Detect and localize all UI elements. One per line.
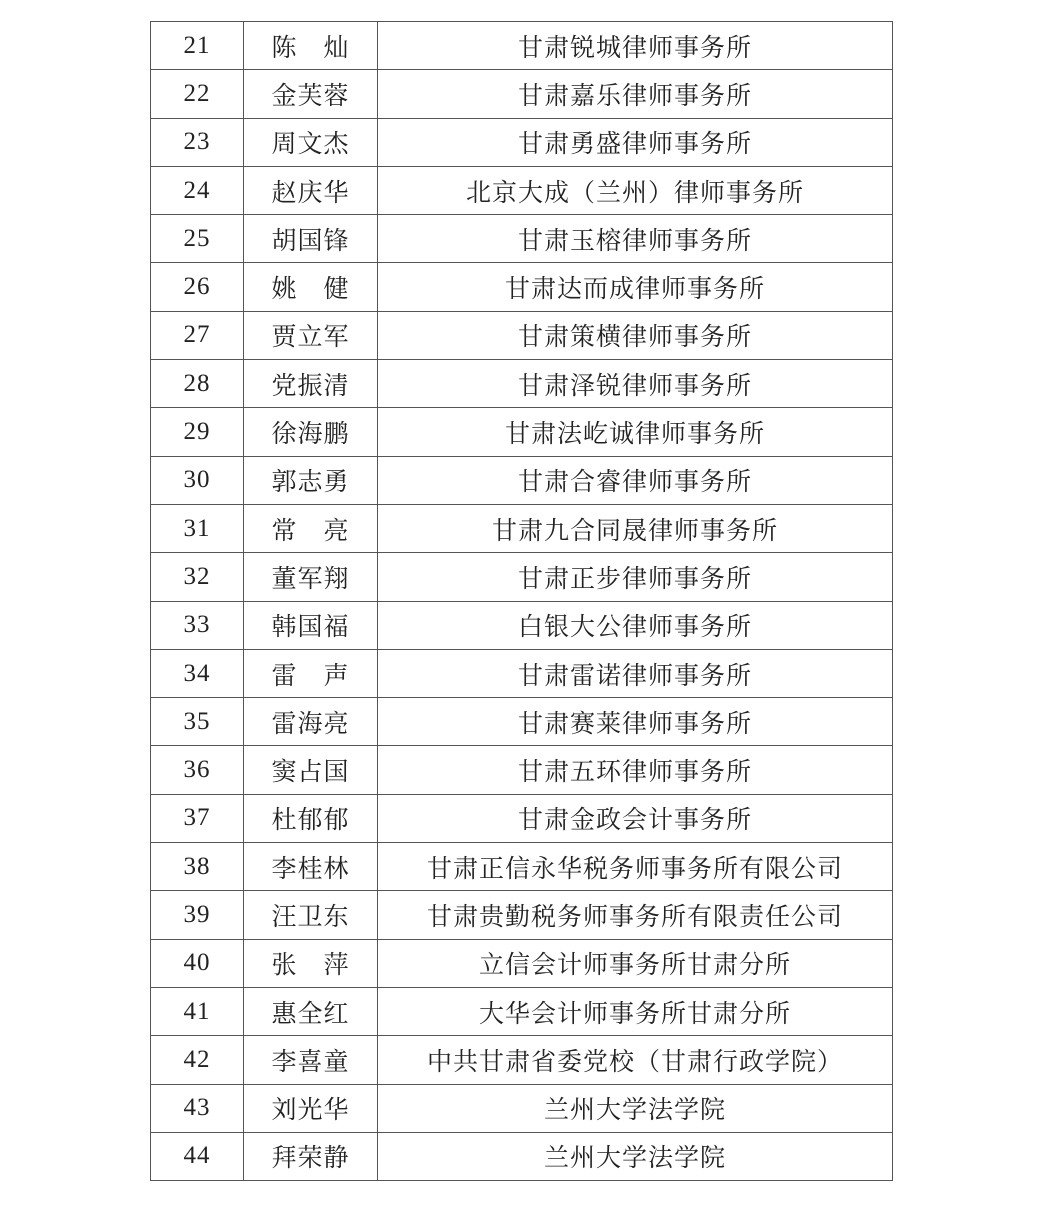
table-row <box>151 794 893 842</box>
person-name: 陈 灿 <box>244 22 378 70</box>
person-name: 张 萍 <box>244 939 378 987</box>
table-row <box>151 1036 893 1084</box>
person-name: 刘光华 <box>244 1084 378 1132</box>
organization-name: 白银大公律师事务所 <box>378 601 893 649</box>
table-row <box>151 22 893 70</box>
row-number: 33 <box>151 601 244 649</box>
person-name: 李桂林 <box>244 843 378 891</box>
organization-name: 甘肃贵勤税务师事务所有限责任公司 <box>378 891 893 939</box>
organization-name: 中共甘肃省委党校（甘肃行政学院） <box>378 1036 893 1084</box>
organization-name: 兰州大学法学院 <box>378 1132 893 1180</box>
row-number: 43 <box>151 1084 244 1132</box>
row-number: 29 <box>151 408 244 456</box>
row-number: 28 <box>151 360 244 408</box>
row-number: 26 <box>151 263 244 311</box>
roster-table-container <box>150 21 892 1181</box>
organization-name: 甘肃正信永华税务师事务所有限公司 <box>378 843 893 891</box>
person-name: 雷 声 <box>244 649 378 697</box>
organization-name: 甘肃九合同晟律师事务所 <box>378 504 893 552</box>
person-name: 雷海亮 <box>244 698 378 746</box>
row-number: 37 <box>151 794 244 842</box>
organization-name: 立信会计师事务所甘肃分所 <box>378 939 893 987</box>
row-number: 34 <box>151 649 244 697</box>
table-row <box>151 1132 893 1180</box>
roster-table-body <box>151 22 893 1181</box>
organization-name: 大华会计师事务所甘肃分所 <box>378 987 893 1035</box>
person-name: 惠全红 <box>244 987 378 1035</box>
row-number: 30 <box>151 456 244 504</box>
row-number: 42 <box>151 1036 244 1084</box>
organization-name: 甘肃勇盛律师事务所 <box>378 118 893 166</box>
person-name: 赵庆华 <box>244 166 378 214</box>
person-name: 党振清 <box>244 360 378 408</box>
row-number: 23 <box>151 118 244 166</box>
person-name: 窦占国 <box>244 746 378 794</box>
organization-name: 甘肃达而成律师事务所 <box>378 263 893 311</box>
person-name: 徐海鹏 <box>244 408 378 456</box>
table-row <box>151 504 893 552</box>
table-row <box>151 215 893 263</box>
organization-name: 甘肃法屹诚律师事务所 <box>378 408 893 456</box>
person-name: 汪卫东 <box>244 891 378 939</box>
organization-name: 甘肃策横律师事务所 <box>378 311 893 359</box>
row-number: 40 <box>151 939 244 987</box>
row-number: 38 <box>151 843 244 891</box>
table-row <box>151 987 893 1035</box>
row-number: 21 <box>151 22 244 70</box>
table-row <box>151 70 893 118</box>
table-row <box>151 601 893 649</box>
table-row <box>151 166 893 214</box>
table-row <box>151 408 893 456</box>
table-row <box>151 891 893 939</box>
table-row <box>151 456 893 504</box>
person-name: 金芙蓉 <box>244 70 378 118</box>
row-number: 27 <box>151 311 244 359</box>
organization-name: 北京大成（兰州）律师事务所 <box>378 166 893 214</box>
person-name: 姚 健 <box>244 263 378 311</box>
organization-name: 甘肃玉榕律师事务所 <box>378 215 893 263</box>
organization-name: 甘肃锐城律师事务所 <box>378 22 893 70</box>
row-number: 22 <box>151 70 244 118</box>
table-row <box>151 263 893 311</box>
person-name: 周文杰 <box>244 118 378 166</box>
organization-name: 甘肃五环律师事务所 <box>378 746 893 794</box>
row-number: 24 <box>151 166 244 214</box>
person-name: 胡国锋 <box>244 215 378 263</box>
row-number: 39 <box>151 891 244 939</box>
organization-name: 甘肃嘉乐律师事务所 <box>378 70 893 118</box>
table-row <box>151 118 893 166</box>
organization-name: 甘肃赛莱律师事务所 <box>378 698 893 746</box>
row-number: 35 <box>151 698 244 746</box>
organization-name: 甘肃金政会计事务所 <box>378 794 893 842</box>
row-number: 41 <box>151 987 244 1035</box>
table-row <box>151 649 893 697</box>
organization-name: 甘肃雷诺律师事务所 <box>378 649 893 697</box>
organization-name: 甘肃正步律师事务所 <box>378 553 893 601</box>
table-row <box>151 1084 893 1132</box>
row-number: 44 <box>151 1132 244 1180</box>
table-row <box>151 939 893 987</box>
table-row <box>151 843 893 891</box>
roster-table <box>150 21 893 1181</box>
person-name: 常 亮 <box>244 504 378 552</box>
organization-name: 甘肃泽锐律师事务所 <box>378 360 893 408</box>
table-row <box>151 360 893 408</box>
organization-name: 兰州大学法学院 <box>378 1084 893 1132</box>
table-row <box>151 746 893 794</box>
person-name: 杜郁郁 <box>244 794 378 842</box>
person-name: 韩国福 <box>244 601 378 649</box>
row-number: 32 <box>151 553 244 601</box>
table-row <box>151 311 893 359</box>
organization-name: 甘肃合睿律师事务所 <box>378 456 893 504</box>
table-row <box>151 553 893 601</box>
person-name: 拜荣静 <box>244 1132 378 1180</box>
person-name: 贾立军 <box>244 311 378 359</box>
person-name: 郭志勇 <box>244 456 378 504</box>
row-number: 36 <box>151 746 244 794</box>
row-number: 31 <box>151 504 244 552</box>
person-name: 董军翔 <box>244 553 378 601</box>
row-number: 25 <box>151 215 244 263</box>
person-name: 李喜童 <box>244 1036 378 1084</box>
table-row <box>151 698 893 746</box>
